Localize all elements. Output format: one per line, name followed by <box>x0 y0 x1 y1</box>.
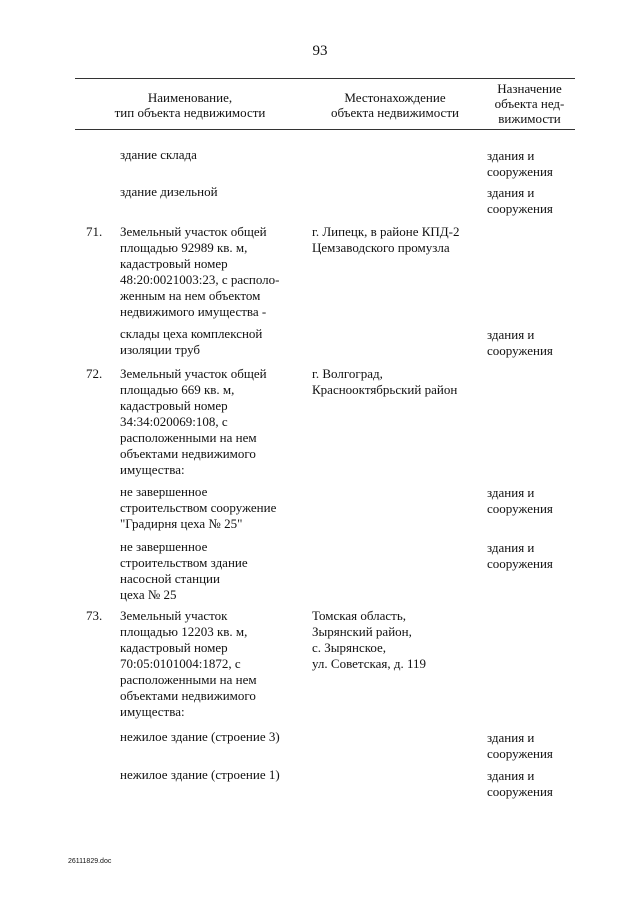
row-name: нежилое здание (строение 1) <box>120 767 280 782</box>
page-number: 93 <box>312 43 328 59</box>
row-location: г. Липецк, в районе КПД-2 Цемзаводского промузла <box>312 224 460 255</box>
row-purpose: здания и сооружения <box>487 768 553 799</box>
row-number: 73. <box>86 608 103 623</box>
row-name: склады цеха комплексной изоляции труб <box>120 326 263 357</box>
row-number: 71. <box>86 224 103 239</box>
table-header-rule <box>75 129 575 130</box>
row-name: не завершенное строительством здание насосной станции цеха № 25 <box>120 539 248 602</box>
table-top-rule <box>75 78 575 79</box>
header-name-type <box>80 90 300 120</box>
header-purpose <box>482 81 577 126</box>
row-name: не завершенное строительством сооружение "Градирня цеха № 25" <box>120 484 277 531</box>
header-name-type-label: Наименование, тип объекта недвижимости <box>114 90 266 120</box>
row-name: Земельный участок общей площадью 669 кв. м, кадастровый номер 34:34:020069:108, с расположенными на нем объектами недвижимого имущества: <box>120 366 267 477</box>
row-purpose: здания и сооружения <box>487 540 553 571</box>
row-location: г. Волгоград, Краснооктябрьский район <box>312 366 458 397</box>
row-purpose: здания и сооружения <box>487 185 553 216</box>
row-purpose: здания и сооружения <box>487 327 553 358</box>
footer-filename: 26111829.doc <box>68 858 112 865</box>
row-purpose: здания и сооружения <box>487 148 553 179</box>
row-name: здание склада <box>120 147 197 162</box>
header-location-label: Местонахождение объекта недвижимости <box>331 90 459 120</box>
row-name: Земельный участок общей площадью 92989 кв. м, кадастровый номер 48:20:0021003:23, с располо- женным на нем объектом недвижимого имущества - <box>120 224 280 319</box>
row-purpose: здания и сооружения <box>487 730 553 761</box>
row-name: нежилое здание (строение 3) <box>120 729 280 744</box>
row-purpose: здания и сооружения <box>487 485 553 516</box>
header-location <box>310 90 480 120</box>
header-purpose-label: Назначение объекта нед- вижимости <box>494 81 565 126</box>
row-name: здание дизельной <box>120 184 218 199</box>
row-location: Томская область, Зырянский район, с. Зырянское, ул. Советская, д. 119 <box>312 608 427 671</box>
row-number: 72. <box>86 366 103 381</box>
row-name: Земельный участок площадью 12203 кв. м, кадастровый номер 70:05:0101004:1872, с расположенными на нем объектами недвижимого имущества: <box>120 608 257 719</box>
